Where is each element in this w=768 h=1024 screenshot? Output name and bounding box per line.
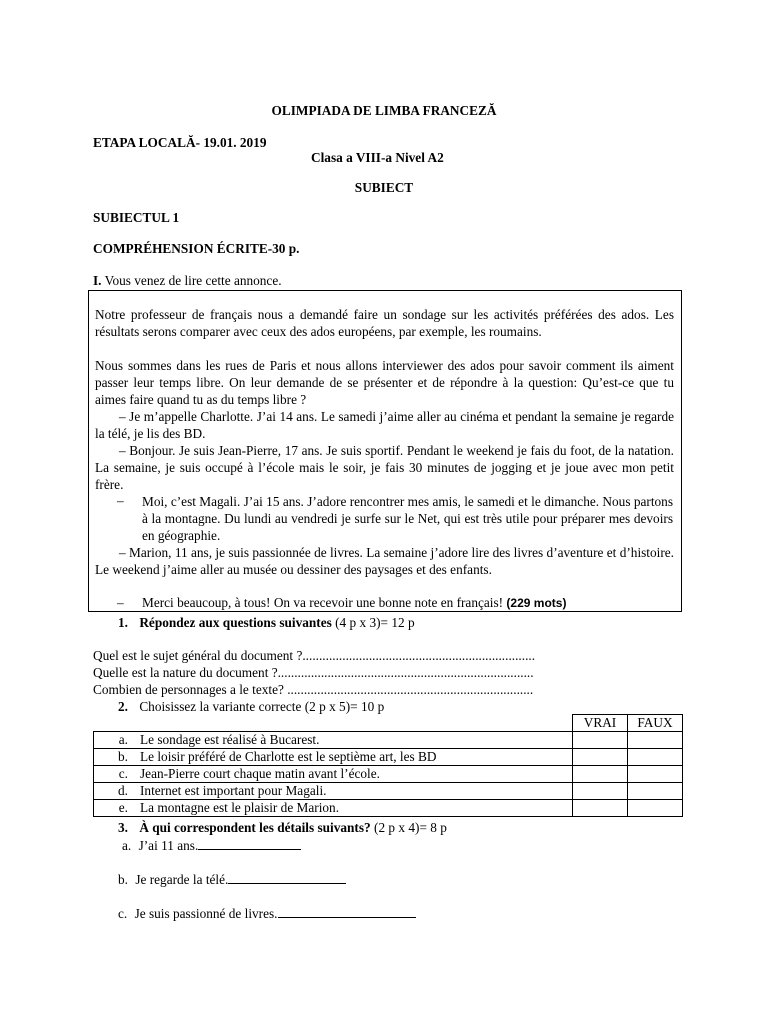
- row-statement: Le loisir préféré de Charlotte est le septième art, les BD: [136, 749, 573, 766]
- word-count: (229 mots): [506, 596, 567, 610]
- comprehension-heading: COMPRÉHENSION ÉCRITE-30 p.: [93, 241, 300, 256]
- table-row: [94, 783, 683, 800]
- document-title: OLIMPIADA DE LIMBA FRANCEZĂ: [271, 103, 497, 118]
- row-letter: a.: [94, 732, 137, 749]
- row-letter: c.: [94, 766, 137, 783]
- item-letter: c.: [118, 906, 128, 921]
- faux-cell[interactable]: [628, 783, 683, 800]
- announcement-paragraph: Notre professeur de français nous a demandé faire un sondage sur les activités préférées des ados. Les résultats serons comparer avec ceux des ados européens, par exemple, les roumains.: [95, 307, 674, 339]
- column-header-vrai: VRAI: [573, 715, 628, 732]
- item-text: J’ai 11 ans.: [138, 838, 199, 853]
- question-title: À qui correspondent les détails suivants?: [139, 820, 371, 835]
- vrai-cell[interactable]: [573, 766, 628, 783]
- row-statement: La montagne est le plaisir de Marion.: [136, 800, 573, 817]
- part-intro-text: Vous venez de lire cette annonce.: [104, 273, 282, 288]
- detail-item: [118, 871, 346, 888]
- item-text: Je suis passionné de livres.: [134, 906, 278, 921]
- row-letter: d.: [94, 783, 137, 800]
- subiectul-heading: SUBIECTUL 1: [93, 210, 180, 225]
- question-points: (4 p x 3)= 12 p: [335, 615, 415, 630]
- faux-cell[interactable]: [628, 732, 683, 749]
- table-row: [94, 800, 683, 817]
- table-row: [94, 749, 683, 766]
- charlotte-answer: – Je m’appelle Charlotte. J’ai 14 ans. Le samedi j’aime aller au cinéma et pendant la semaine je regarde la télé, je lis des BD.: [95, 409, 674, 441]
- marion-answer: – Marion, 11 ans, je suis passionnée de livres. La semaine j’adore lire des livres d’aventure et d’histoire. Le weekend j’aime aller au musée ou dessiner des paysages et des enfants.: [95, 545, 674, 577]
- item-letter: b.: [118, 872, 128, 887]
- announcement-paragraph: Nous sommes dans les rues de Paris et nous allons interviewer des ados pour savoir comment ils aiment passer leur temps libre. On leur demande de se présenter et de répondre à la question: Qu’est-ce que tu aimes faire quand tu as du temps libre ?: [95, 358, 674, 407]
- answer-blank[interactable]: [228, 871, 346, 884]
- jean-pierre-answer: – Bonjour. Je suis Jean-Pierre, 17 ans. Je suis sportif. Pendant le weekend je fais du foot, de la natation. La semaine, je suis occupé à l’école mais le soir, je fais 30 minutes de jogging et je joue avec mon petit frère.: [95, 443, 674, 492]
- closing-line: [142, 595, 566, 611]
- answer-line[interactable]: Quel est le sujet général du document ?......................................................................: [93, 648, 536, 663]
- answer-line[interactable]: Combien de personnages a le texte? ..........................................................................: [93, 682, 534, 697]
- detail-item: [122, 837, 301, 854]
- row-statement: Jean-Pierre court chaque matin avant l’école.: [136, 766, 573, 783]
- part-intro: [93, 273, 282, 289]
- row-statement: Internet est important pour Magali.: [136, 783, 573, 800]
- vrai-cell[interactable]: [573, 800, 628, 817]
- dash-marker: –: [117, 493, 124, 508]
- table-header-row: [94, 715, 683, 732]
- etapa-line: ETAPA LOCALĂ- 19.01. 2019: [93, 135, 267, 150]
- question-number: 1.: [118, 615, 128, 630]
- dash-marker: –: [117, 595, 124, 610]
- table-row: [94, 766, 683, 783]
- closing-text: Merci beaucoup, à tous! On va recevoir une bonne note en français!: [142, 595, 504, 610]
- class-level: Clasa a VIII-a Nivel A2: [311, 150, 444, 165]
- true-false-table: [93, 714, 683, 817]
- question-3-heading: [118, 820, 447, 836]
- magali-answer: Moi, c’est Magali. J’ai 15 ans. J’adore rencontrer mes amis, le samedi et le dimanche. Nous partons à la montagne. Du lundi au vendredi je surfe sur le Net, qui est très utile pour préparer mes devoirs en géographie.: [142, 494, 673, 543]
- subject-heading: SUBIECT: [354, 180, 414, 195]
- table-row: [94, 732, 683, 749]
- vrai-cell[interactable]: [573, 749, 628, 766]
- column-header-faux: FAUX: [628, 715, 683, 732]
- part-number: I.: [93, 273, 102, 288]
- answer-blank[interactable]: [198, 837, 301, 850]
- vrai-cell[interactable]: [573, 732, 628, 749]
- answer-line[interactable]: Quelle est la nature du document ?.............................................................................: [93, 665, 534, 680]
- row-letter: e.: [94, 800, 137, 817]
- row-letter: b.: [94, 749, 137, 766]
- question-2-heading: [118, 699, 384, 715]
- answer-blank[interactable]: [278, 905, 416, 918]
- faux-cell[interactable]: [628, 800, 683, 817]
- item-letter: a.: [122, 838, 132, 853]
- question-title: Choisissez la variante correcte (2 p x 5)= 10 p: [139, 699, 385, 714]
- row-statement: Le sondage est réalisé à Bucarest.: [136, 732, 573, 749]
- question-1-heading: [118, 615, 415, 631]
- question-points: (2 p x 4)= 8 p: [374, 820, 447, 835]
- faux-cell[interactable]: [628, 749, 683, 766]
- question-number: 2.: [118, 699, 128, 714]
- detail-item: [118, 905, 416, 922]
- question-title: Répondez aux questions suivantes: [139, 615, 332, 630]
- faux-cell[interactable]: [628, 766, 683, 783]
- item-text: Je regarde la télé.: [135, 872, 229, 887]
- vrai-cell[interactable]: [573, 783, 628, 800]
- question-number: 3.: [118, 820, 128, 835]
